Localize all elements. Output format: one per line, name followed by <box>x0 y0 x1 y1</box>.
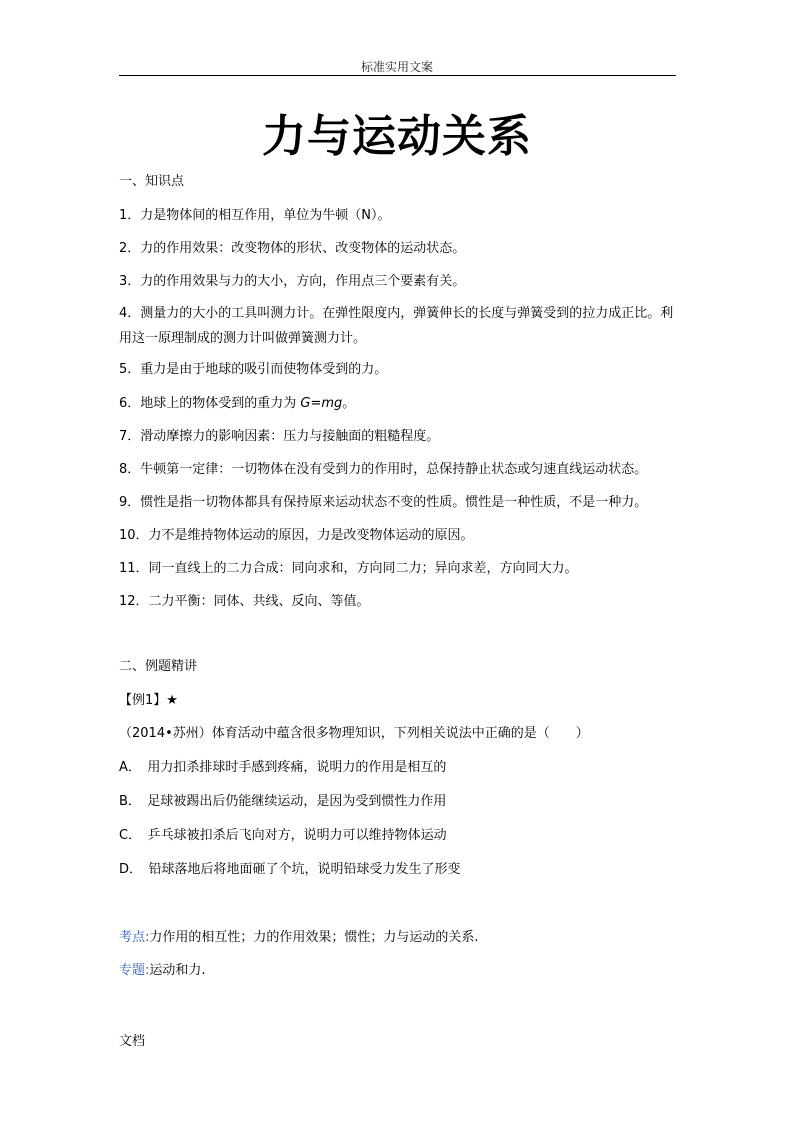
knowledge-item-1: 1．力是物体间的相互作用，单位为牛顿（N）。 <box>119 208 391 223</box>
kaodian-label: 考点: <box>119 930 150 945</box>
knowledge-item-7: 7．滑动摩擦力的影响因素：压力与接触面的粗糙程度。 <box>119 429 440 444</box>
knowledge-item-12: 12．二力平衡：同体、共线、反向、等值。 <box>119 594 370 609</box>
knowledge-item-8: 8．牛顿第一定律：一切物体在没有受到力的作用时，总保持静止状态或匀速直线运动状态。 <box>119 462 648 477</box>
zhuanti-row <box>119 963 681 979</box>
knowledge-item-3: 3．力的作用效果与力的大小，方向，作用点三个要素有关。 <box>119 274 466 289</box>
knowledge-item-11: 11．同一直线上的二力合成：同向求和，方向同二力；异向求差，方向同大力。 <box>119 561 578 576</box>
example-question: （2014•苏州）体育活动中蕴含很多物理知识，下列相关说法中正确的是（ ） <box>119 726 589 741</box>
knowledge-item-10: 10．力不是维持物体运动的原因，力是改变物体运动的原因。 <box>119 528 474 543</box>
knowledge-item-4: 4．测量力的大小的工具叫测力计。在弹性限度内，弹簧伸长的长度与弹簧受到的拉力成正比。利用这一原理制成的测力计叫做弹簧测力计。 <box>119 306 674 346</box>
knowledge-item-6 <box>119 396 681 412</box>
section-heading-knowledge: 一、知识点 <box>119 174 185 189</box>
knowledge-item-6-end: 。 <box>342 396 356 411</box>
page-header: 标准实用文案 <box>360 60 433 74</box>
knowledge-item-5: 5．重力是由于地球的吸引而使物体受到的力。 <box>119 362 388 377</box>
section-heading-examples: 二、例题精讲 <box>119 659 198 674</box>
option-b: B． 足球被踢出后仍能继续运动，是因为受到惯性力作用 <box>119 794 447 809</box>
option-d: D． 铅球落地后将地面砸了个坑，说明铅球受力发生了形变 <box>119 862 461 877</box>
knowledge-item-9: 9．惯性是指一切物体都具有保持原来运动状态不变的性质。惯性是一种性质，不是一种力。 <box>119 495 648 510</box>
header-rule <box>119 75 676 76</box>
knowledge-item-6-text: 6．地球上的物体受到的重力为 <box>119 396 301 411</box>
kaodian-row <box>119 930 681 946</box>
option-c: C． 乒乓球被扣杀后飞向对方，说明力可以维持物体运动 <box>119 828 447 843</box>
page-title: 力与运动关系 <box>262 111 532 162</box>
kaodian-text: 力作用的相互性；力的作用效果；惯性；力与运动的关系. <box>149 930 479 945</box>
knowledge-item-2: 2．力的作用效果：改变物体的形状、改变物体的运动状态。 <box>119 241 466 256</box>
option-a: A． 用力扣杀排球时手感到疼痛，说明力的作用是相互的 <box>119 760 447 775</box>
zhuanti-label: 专题: <box>119 963 150 978</box>
example-label: 【例1】★ <box>119 693 178 708</box>
page-footer: 文档 <box>119 1034 146 1049</box>
gravity-formula: G=mg <box>300 396 343 411</box>
zhuanti-text: 运动和力. <box>149 963 206 978</box>
